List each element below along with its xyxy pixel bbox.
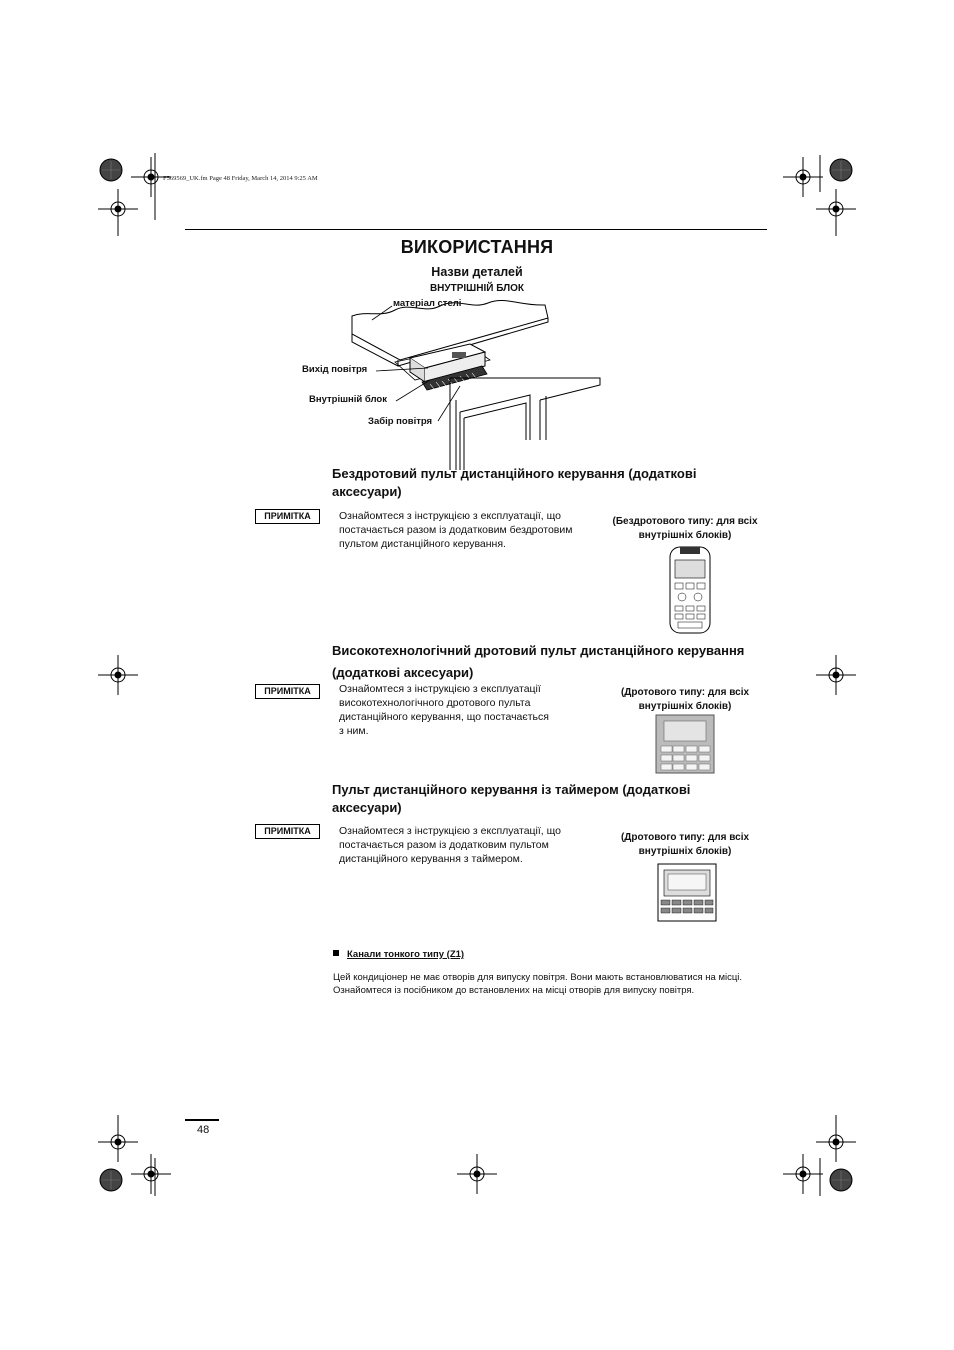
bullet-square-icon bbox=[333, 950, 339, 956]
bullet-heading bbox=[333, 949, 464, 960]
timer-remote-title: Пульт дистанційного керування із таймером (додаткові аксесуари) bbox=[332, 782, 691, 815]
page-title: ВИКОРИСТАННЯ bbox=[400, 237, 554, 257]
timer-remote-caption: (Дротового типу: для всіх внутрішніх блоків) bbox=[620, 832, 750, 857]
unit-title: ВНУТРІШНІЙ БЛОК bbox=[429, 283, 525, 294]
indoor-unit-label: Внутрішній блок bbox=[309, 394, 387, 405]
note-text: Ознайомтеся з інструкцією з експлуатації високотехнологічного дротового пульта дистанційного керування, що постачається з ним. bbox=[339, 683, 549, 737]
note-badge: ПРИМІТКА bbox=[255, 684, 320, 699]
page-number-rule bbox=[185, 1119, 219, 1121]
note-badge: ПРИМІТКА bbox=[255, 509, 320, 524]
wireless-remote-title: Бездротовий пульт дистанційного керування (додаткові аксесуари) bbox=[332, 466, 697, 499]
thin-duct-heading: Канали тонкого типу (Z1) bbox=[347, 949, 465, 960]
wireless-remote-caption: (Бездротового типу: для всіх внутрішніх блоків) bbox=[612, 516, 758, 541]
hightech-wired-remote-caption: (Дротового типу: для всіх внутрішніх блоків) bbox=[620, 687, 750, 712]
section-subtitle: Назви деталей bbox=[431, 265, 523, 279]
hightech-wired-remote-title: Високотехнологічний дротовий пульт дистанційного керування (додаткові аксесуари) bbox=[332, 643, 745, 680]
ceiling-label: матеріал стелі bbox=[393, 298, 462, 309]
note-text: Ознайомтеся з інструкцією з експлуатації, що постачається разом із додатковим пультом дистанційного керування з таймером. bbox=[339, 825, 561, 865]
air-intake-label: Забір повітря bbox=[368, 416, 433, 427]
file-header: F569569_UK.fm Page 48 Friday, March 14, 2014 9:25 AM bbox=[163, 175, 318, 182]
thin-duct-text: Цей кондиціонер не має отворів для випуску повітря. Вони мають встановлюватися на місці. Ознайомтеся із посібником до встановлених на місці отворів для випуску повітря. bbox=[333, 972, 743, 996]
note-badge: ПРИМІТКА bbox=[255, 824, 320, 839]
air-outlet-label: Вихід повітря bbox=[302, 364, 368, 375]
note-text: Ознайомтеся з інструкцією з експлуатації, що постачається разом із додатковим бездротовим пультом дистанційного керування. bbox=[339, 510, 573, 550]
page-number: 48 bbox=[197, 1124, 210, 1136]
